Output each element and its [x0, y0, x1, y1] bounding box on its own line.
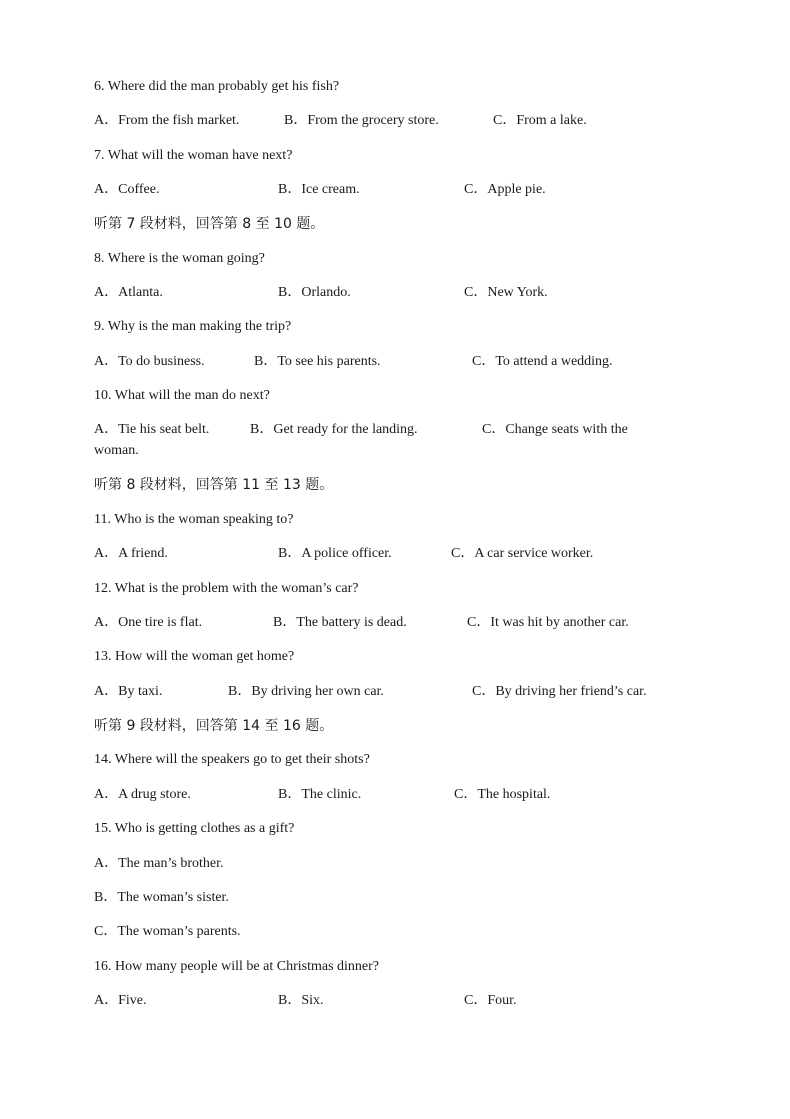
question-text: A．The man’s brother. [94, 856, 224, 871]
answer-option: B．Get ready for the landing. [250, 422, 418, 437]
answer-option: A．Tie his seat belt. [94, 422, 210, 437]
answer-option: B．The battery is dead. [273, 615, 407, 630]
question-text: 7. What will the woman have next? [94, 148, 293, 163]
section-heading: 听第 7 段材料，回答第 8 至 10 题。 [94, 216, 325, 232]
section-heading: 听第 8 段材料，回答第 11 至 13 题。 [94, 477, 334, 493]
answer-option: A．Coffee. [94, 182, 160, 197]
section-heading: 听第 9 段材料，回答第 14 至 16 题。 [94, 718, 334, 734]
answer-option: C．Apple pie. [464, 182, 546, 197]
answer-option: B．Orlando. [278, 285, 351, 300]
question-text: 16. How many people will be at Christmas dinner? [94, 959, 379, 974]
answer-option: A．A friend. [94, 546, 168, 561]
answer-option: A．By taxi. [94, 684, 163, 699]
question-text: B．The woman’s sister. [94, 890, 229, 905]
answer-option: B．Six. [278, 993, 324, 1008]
answer-option: C．A car service worker. [451, 546, 594, 561]
question-text: 11. Who is the woman speaking to? [94, 512, 294, 527]
answer-option: B．A police officer. [278, 546, 392, 561]
question-text: 15. Who is getting clothes as a gift? [94, 821, 295, 836]
answer-option: C．From a lake. [493, 113, 587, 128]
answer-option: B．Ice cream. [278, 182, 360, 197]
answer-option: A．One tire is flat. [94, 615, 203, 630]
answer-option: A．A drug store. [94, 787, 191, 802]
answer-option: C．New York. [464, 285, 548, 300]
answer-option: C．Change seats with the [482, 422, 628, 437]
question-text: 14. Where will the speakers go to get their shots? [94, 752, 370, 767]
answer-option: C．To attend a wedding. [472, 354, 613, 369]
question-text: 8. Where is the woman going? [94, 251, 265, 266]
answer-option: B．To see his parents. [254, 354, 381, 369]
answer-option: B．By driving her own car. [228, 684, 384, 699]
question-text: C．The woman’s parents. [94, 924, 241, 939]
answer-option: A．From the fish market. [94, 113, 240, 128]
answer-option: C．It was hit by another car. [467, 615, 629, 630]
question-text: 9. Why is the man making the trip? [94, 319, 292, 334]
answer-option: B．From the grocery store. [284, 113, 439, 128]
answer-option: C．The hospital. [454, 787, 551, 802]
answer-option: C．Four. [464, 993, 517, 1008]
question-text: 6. Where did the man probably get his fish? [94, 79, 340, 94]
question-text: 10. What will the man do next? [94, 388, 270, 403]
answer-option: C．By driving her friend’s car. [472, 684, 647, 699]
answer-option: A．To do business. [94, 354, 205, 369]
answer-option: A．Five. [94, 993, 147, 1008]
question-text: 13. How will the woman get home? [94, 649, 295, 664]
answer-option: B．The clinic. [278, 787, 362, 802]
question-text: 12. What is the problem with the woman’s car? [94, 581, 359, 596]
answer-option: A．Atlanta. [94, 285, 163, 300]
answer-option-continuation: woman. [94, 443, 139, 458]
